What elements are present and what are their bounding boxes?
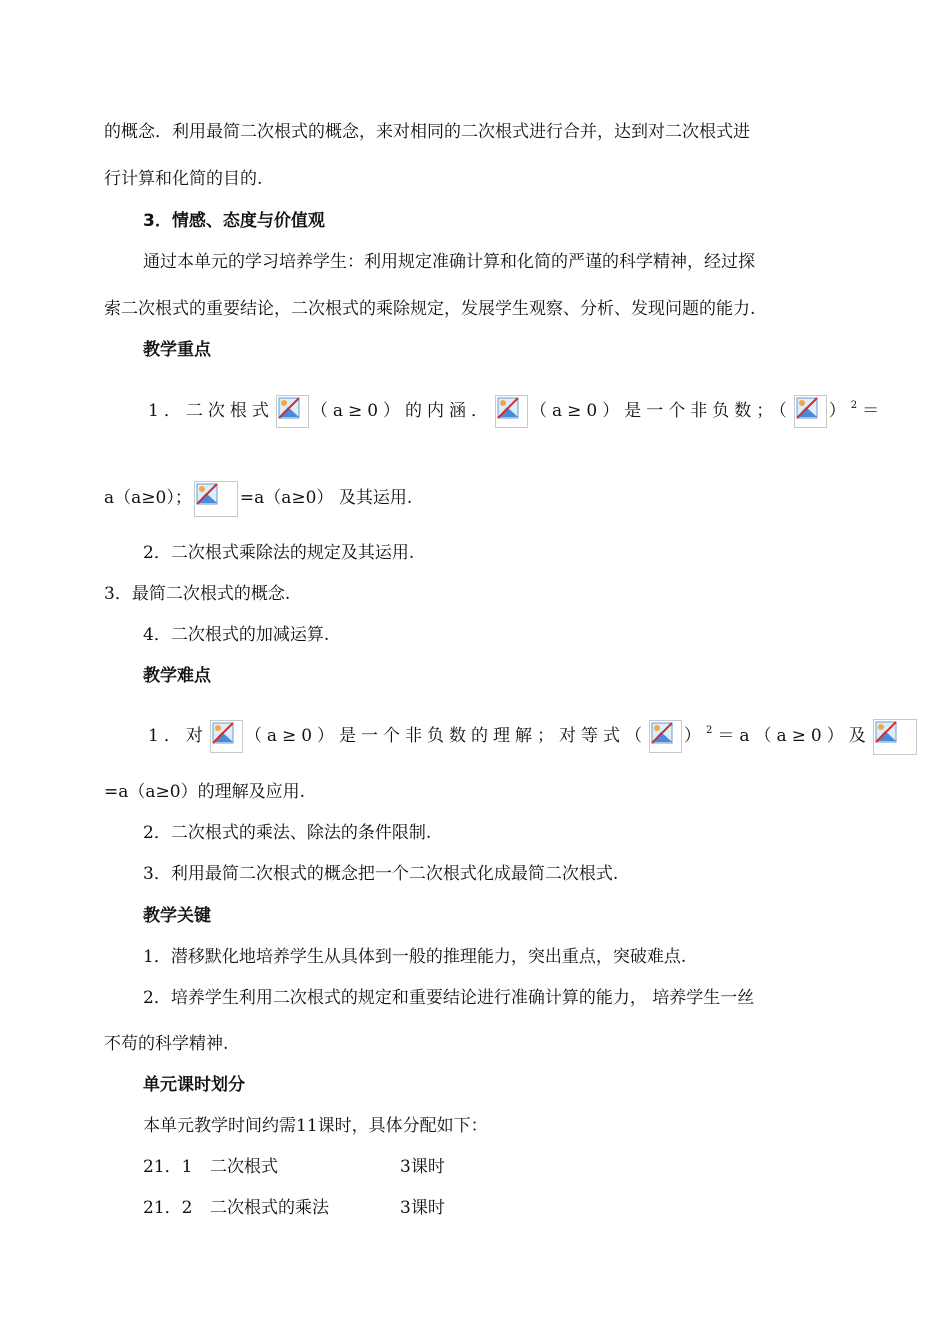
row-number: 21．2 — [143, 1198, 193, 1218]
broken-image-icon — [794, 395, 827, 428]
paragraph-text: 通过本单元的学习培养学生：利用规定准确计算和化简的严谨的科学精神，经过探 — [143, 252, 755, 272]
formula-text: （a≥0）是一个非负数；（ — [530, 401, 792, 421]
superscript: 2 — [850, 400, 863, 411]
text-line — [0, 1032, 950, 1056]
text-line — [0, 862, 950, 886]
list-item: 2．二次根式的乘法、除法的条件限制. — [143, 823, 432, 843]
text-line — [0, 945, 950, 969]
section-heading — [0, 1073, 950, 1097]
text-line — [0, 541, 950, 565]
broken-image-icon — [495, 395, 528, 428]
formula-text: ） — [684, 726, 707, 746]
text-line — [0, 167, 950, 191]
formula-text: a（a≥0）； — [104, 488, 192, 508]
row-hours: 3课时 — [400, 1198, 445, 1218]
list-item: 4．二次根式的加减运算. — [143, 625, 330, 645]
paragraph-text: 行计算和化简的目的. — [104, 169, 263, 189]
formula-text: =a（a≥0） 及其运用. — [239, 488, 413, 508]
heading-text: 单元课时划分 — [143, 1075, 245, 1095]
formula-line — [0, 713, 950, 749]
paragraph-text: 本单元教学时间约需11课时，具体分配如下： — [143, 1116, 488, 1136]
superscript: 2 — [706, 725, 718, 736]
text-line — [0, 821, 950, 845]
formula-line — [0, 480, 950, 516]
text-line — [0, 250, 950, 274]
list-item: 1．潜移默化地培养学生从具体到一般的推理能力，突出重点，突破难点. — [143, 947, 687, 967]
row-number: 21．1 — [143, 1157, 193, 1177]
formula-text: 1．二次根式 — [148, 401, 274, 421]
broken-image-icon — [873, 719, 917, 755]
text-line — [0, 623, 950, 647]
list-item: 3．利用最简二次根式的概念把一个二次根式化成最简二次根式. — [143, 864, 619, 884]
text-line — [0, 780, 950, 804]
heading-text: 3．情感、态度与价值观 — [143, 211, 325, 231]
text-line — [0, 582, 950, 606]
heading-text: 教学关键 — [143, 906, 211, 926]
list-item: 2．二次根式乘除法的规定及其运用. — [143, 543, 415, 563]
section-heading — [0, 338, 950, 362]
list-item: 2．培养学生利用二次根式的规定和重要结论进行准确计算的能力， 培养学生一丝 — [143, 988, 755, 1008]
formula-content — [148, 388, 884, 429]
row-name: 二次根式 — [210, 1157, 278, 1177]
formula-text: ） — [828, 401, 851, 421]
broken-image-icon — [194, 481, 238, 517]
section-heading — [0, 904, 950, 928]
paragraph-text: 的概念．利用最简二次根式的概念，来对相同的二次根式进行合并，达到对二次根式进 — [104, 122, 750, 142]
broken-image-icon — [276, 395, 309, 428]
text-line — [0, 1114, 950, 1138]
text-line — [0, 120, 950, 144]
heading-text: 教学重点 — [143, 340, 211, 360]
table-row — [0, 1155, 950, 1179]
broken-image-icon — [649, 720, 682, 753]
formula-text: 1．对 — [148, 726, 208, 746]
row-hours: 3课时 — [400, 1157, 445, 1177]
formula-content — [148, 713, 919, 755]
table-row — [0, 1196, 950, 1220]
formula-line — [0, 388, 950, 424]
section-heading — [0, 664, 950, 688]
formula-text: （a≥0）的内涵． — [310, 401, 494, 421]
row-name: 二次根式的乘法 — [210, 1198, 329, 1218]
list-item: 3．最简二次根式的概念. — [104, 584, 291, 604]
formula-content — [104, 480, 412, 517]
formula-text: （a≥0）是一个非负数的理解；对等式（ — [244, 726, 648, 746]
formula-text: ＝ — [862, 401, 885, 421]
paragraph-text: 索二次根式的重要结论，二次根式的乘除规定，发展学生观察、分析、发现问题的能力. — [104, 299, 756, 319]
formula-text: =a（a≥0）的理解及应用. — [104, 782, 305, 802]
list-item: 不苟的科学精神. — [104, 1034, 229, 1054]
formula-text: ＝a（a≥0）及 — [717, 726, 871, 746]
broken-image-icon — [210, 720, 243, 753]
heading-text: 教学难点 — [143, 666, 211, 686]
text-line — [0, 297, 950, 321]
section-heading — [0, 209, 950, 233]
text-line — [0, 986, 950, 1010]
